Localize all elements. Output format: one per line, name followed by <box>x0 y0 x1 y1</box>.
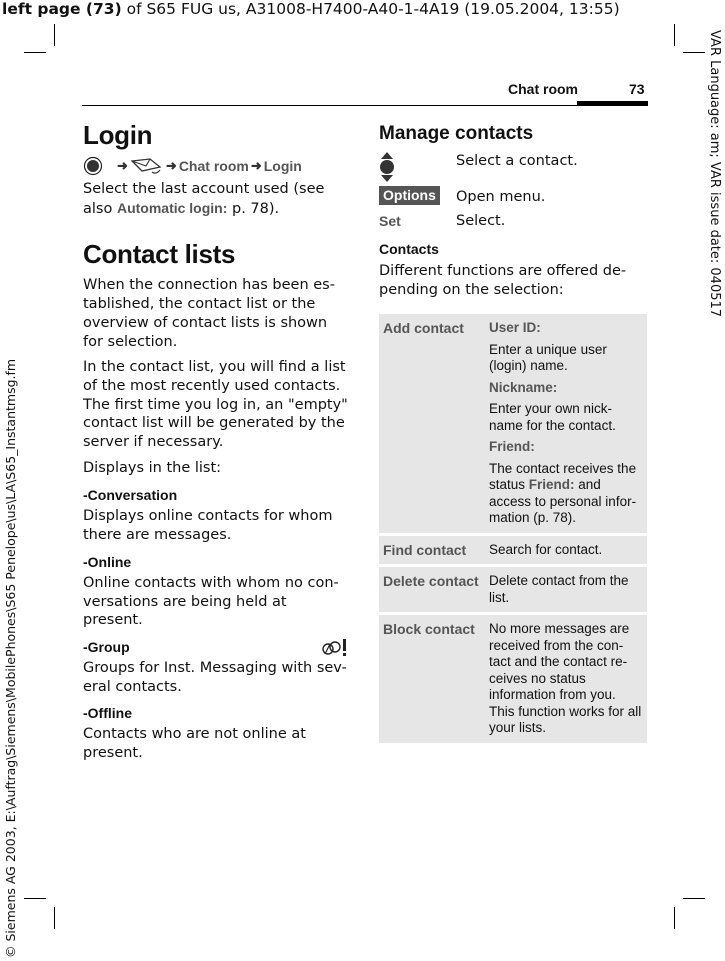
document-source-line <box>2 0 620 18</box>
crop-mark <box>683 52 705 53</box>
instruction-key <box>379 186 456 205</box>
list-item <box>83 637 349 696</box>
instruction-text: Select a contact. <box>456 153 578 169</box>
function-description: Search for contact. <box>485 536 647 565</box>
paragraph: Different functions are offered de-pending on the selection: <box>379 263 627 298</box>
function-description: No more messages are received from the con-tact and the contact re-ceives no status information from you. This function works for all your lists. <box>485 615 647 743</box>
list-item-text: Displays online contacts for whom there are messages. <box>83 508 333 544</box>
field-text: Enter your own nick-name for the contact. <box>489 401 616 433</box>
page-number: 73 <box>629 81 645 97</box>
group-status-icon <box>321 637 349 659</box>
path-item-chat-room: Chat room <box>178 158 249 174</box>
table-row <box>379 615 647 743</box>
function-name: Add contact <box>379 314 485 533</box>
contacts-subheading: Contacts <box>379 241 439 257</box>
arrow-icon: ➜ <box>117 158 128 173</box>
instruction-row <box>379 152 647 184</box>
header-tab <box>577 101 648 105</box>
right-column <box>379 120 647 746</box>
table-row <box>379 314 647 533</box>
paragraph: When the connection has been es-tablished, the contact list or the overview of contact lists is shown for selection. <box>83 277 335 350</box>
list-item-title: -Offline <box>83 705 132 722</box>
function-description <box>485 314 647 533</box>
field-text-b: and access to personal infor-mation (p. 78). <box>489 477 637 526</box>
list-item-text: Contacts who are not online at present. <box>83 726 306 762</box>
function-name: Delete contact <box>379 567 485 612</box>
field-label: User ID: <box>489 320 541 336</box>
login-heading: Login <box>83 120 153 150</box>
field-text <box>489 461 643 527</box>
joystick-press-icon <box>83 156 103 176</box>
page-label: left page (73) <box>2 0 122 18</box>
file-path-note: © Siemens AG 2003, E:\Auftrag\Siemens\MobilePhones\S65 Penelope\us\LA\S65_Instantmsg.fm <box>3 358 18 958</box>
function-description: Delete contact from the list. <box>485 567 647 612</box>
login-text-a: Select the last account used (see also <box>83 181 325 217</box>
messages-envelope-icon <box>130 155 164 177</box>
manage-contacts-heading: Manage contacts <box>379 123 534 144</box>
joystick-up-down-icon <box>379 152 395 182</box>
instruction-key <box>379 152 456 187</box>
paragraph: Displays in the list: <box>83 459 222 476</box>
login-text <box>83 180 349 218</box>
arrow-icon: ➜ <box>250 158 262 173</box>
instruction-key <box>379 212 456 231</box>
crop-mark <box>683 898 705 899</box>
source-info: of S65 FUG us, A31008-H7400-A40-1-4A19 (19.05.2004, 13:55) <box>121 0 620 18</box>
field-label: Friend: <box>489 439 535 455</box>
instruction-row <box>379 186 647 210</box>
crop-mark <box>54 907 55 929</box>
options-softkey: Options <box>379 186 440 205</box>
function-name: Block contact <box>379 615 485 743</box>
table-row <box>379 536 647 565</box>
list-item-title: -Group <box>83 638 130 655</box>
login-text-b: p. 78). <box>227 200 280 217</box>
running-header-title: Chat room <box>508 81 578 97</box>
function-name: Find contact <box>379 536 485 565</box>
menu-path <box>83 152 349 180</box>
list-item <box>83 703 349 762</box>
crop-mark <box>24 52 46 53</box>
field-text-a: The contact receives the status <box>489 460 637 493</box>
list-item-title: -Conversation <box>83 487 178 504</box>
set-key: Set <box>379 213 401 229</box>
list-item <box>83 552 349 630</box>
instruction-text: Open menu. <box>456 189 546 205</box>
crop-mark <box>54 24 55 46</box>
instruction-row <box>379 212 647 236</box>
paragraph: In the contact list, you will find a list of the most recently used contacts. The first time you log in, an "empty" contact list will be generated by the server if necessary. <box>83 359 348 451</box>
crop-mark <box>674 907 675 929</box>
list-item-text: Groups for Inst. Messaging with sev-eral contacts. <box>83 659 347 695</box>
crop-mark <box>24 898 46 899</box>
arrow-icon: ➜ <box>165 158 177 173</box>
list-item-text: Online contacts with whom no con-versations are being held at present. <box>83 574 339 629</box>
contact-functions-table <box>379 311 647 746</box>
instruction-text: Select. <box>456 213 506 229</box>
crop-mark <box>674 24 675 46</box>
field-label: Nickname: <box>489 379 558 395</box>
list-item <box>83 485 349 544</box>
contact-lists-heading: Contact lists <box>83 239 236 270</box>
language-issue-note: VAR Language: am; VAR issue date: 040517 <box>707 30 722 318</box>
header-rule <box>82 105 648 106</box>
automatic-login-ref: Automatic login: <box>116 199 228 216</box>
table-row <box>379 567 647 612</box>
list-item-title: -Online <box>83 553 132 570</box>
field-text: Enter a unique user (login) name. <box>489 341 607 374</box>
friend-status-ref: Friend: <box>528 477 575 493</box>
left-column <box>83 118 349 763</box>
path-item-login: Login <box>263 158 302 174</box>
